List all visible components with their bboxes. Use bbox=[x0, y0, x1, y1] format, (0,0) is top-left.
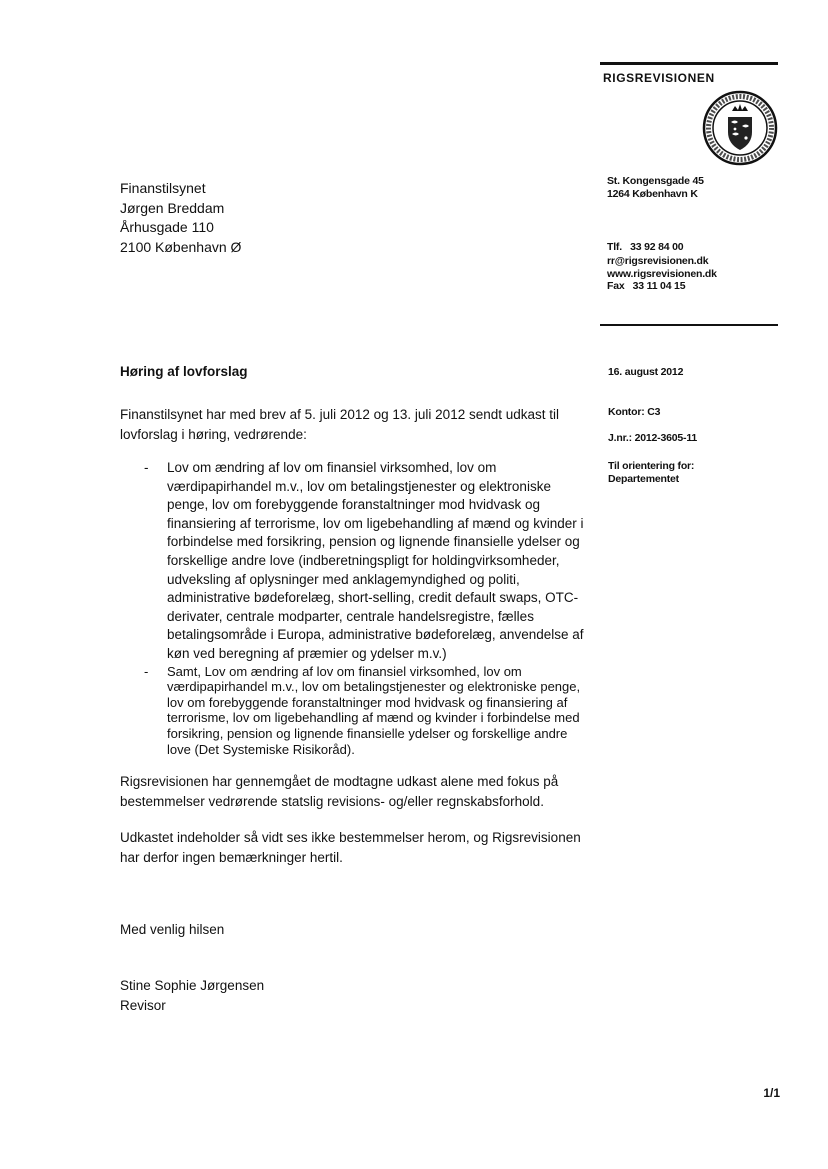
orientation-value: Departementet bbox=[608, 473, 679, 485]
intro-paragraph: Finanstilsynet har med brev af 5. juli 2012 og 13. juli 2012 sendt udkast til lovforslag i høring, vedrørende: bbox=[120, 407, 560, 442]
closing-salutation: Med venlig hilsen bbox=[120, 922, 225, 937]
conclusion-paragraph: Udkastet indeholder så vidt ses ikke bestemmelser herom, og Rigsrevisionen har derfor ingen bemærkninger hertil. bbox=[120, 830, 581, 865]
list-item-text: Lov om ændring af lov om finansiel virksomhed, lov om værdipapirhandel m.v., lov om betalingstjenester og elektroniske penge, lov om forebyggende foranstaltninger mod hvidvask og finansiering af terrorisme, lov om ligebehandling af mænd og kvinder i forbindelse med forsikring, pension og lignende finansielle ydelser og forskellige andre love (indberetningspligt for holdingvirksomheder, udveksling af oplysninger med anklagemyndighed og politi, administrative bødeforelæg, short-selling, credit default swaps, OTC-derivater, centrale modparter, centrale handelsregistre, fælles betalingsområde i Europa, administrative bødeforelæg, anvendelse af køn ved beregning af præmier og ydelser m.v.) bbox=[167, 460, 584, 661]
address-line-1: St. Kongensgade 45 bbox=[607, 175, 704, 187]
recipient-address bbox=[120, 179, 241, 257]
letter-subject: Høring af lovforslag bbox=[120, 364, 248, 379]
bullet-marker: - bbox=[144, 663, 149, 679]
list-item bbox=[120, 459, 590, 664]
signature-block bbox=[120, 976, 264, 1016]
sender-address bbox=[607, 175, 704, 201]
phone-number: Tlf. 33 92 84 00 bbox=[607, 241, 684, 253]
signer-title: Revisor bbox=[120, 998, 166, 1013]
orientation-block bbox=[608, 460, 694, 486]
sender-online bbox=[607, 255, 717, 281]
org-name: RIGSREVISIONEN bbox=[603, 71, 715, 85]
letter-date: 16. august 2012 bbox=[608, 366, 684, 378]
recipient-street: Århusgade 110 bbox=[120, 219, 214, 235]
email-link[interactable]: rr@rigsrevisionen.dk bbox=[607, 255, 709, 267]
bill-list bbox=[120, 459, 590, 757]
signer-name: Stine Sophie Jørgensen bbox=[120, 978, 265, 993]
recipient-city: 2100 København Ø bbox=[120, 238, 242, 255]
address-line-2: 1264 København K bbox=[607, 188, 698, 200]
list-item-text: Samt, Lov om ændring af lov om finansiel virksomhed, lov om værdipapirhandel m.v., lov om betalingstjenester og elektroniske penge, lov om forebyggende foranstaltninger mod hvidvask og finansiering af terrorisme, lov om ligebehandling af mænd og kvinder i forbindelse med forsikring, pension og lignende finansielle ydelser og forskellige andre love (Det Systemiske Risikoråd). bbox=[167, 663, 581, 757]
list-item bbox=[120, 664, 590, 758]
header-rule bbox=[600, 62, 778, 65]
meta-rule bbox=[600, 324, 778, 326]
rigsrevisionen-seal-icon bbox=[702, 90, 778, 166]
recipient-org: Finanstilsynet bbox=[120, 180, 206, 196]
fax-number: Fax 33 11 04 15 bbox=[607, 280, 686, 292]
recipient-name: Jørgen Breddam bbox=[120, 199, 225, 216]
journal-number: J.nr.: 2012-3605-11 bbox=[608, 432, 698, 444]
page-number: 1/1 bbox=[763, 1086, 780, 1100]
website-link[interactable]: www.rigsrevisionen.dk bbox=[607, 268, 717, 280]
review-paragraph: Rigsrevisionen har gennemgået de modtagne udkast alene med fokus på bestemmelser vedrørende statslig revisions- og/eller regnskabsforhold. bbox=[120, 774, 559, 809]
bullet-marker: - bbox=[144, 460, 149, 475]
orientation-label: Til orientering for: bbox=[608, 460, 695, 472]
office-code: Kontor: C3 bbox=[608, 406, 661, 418]
